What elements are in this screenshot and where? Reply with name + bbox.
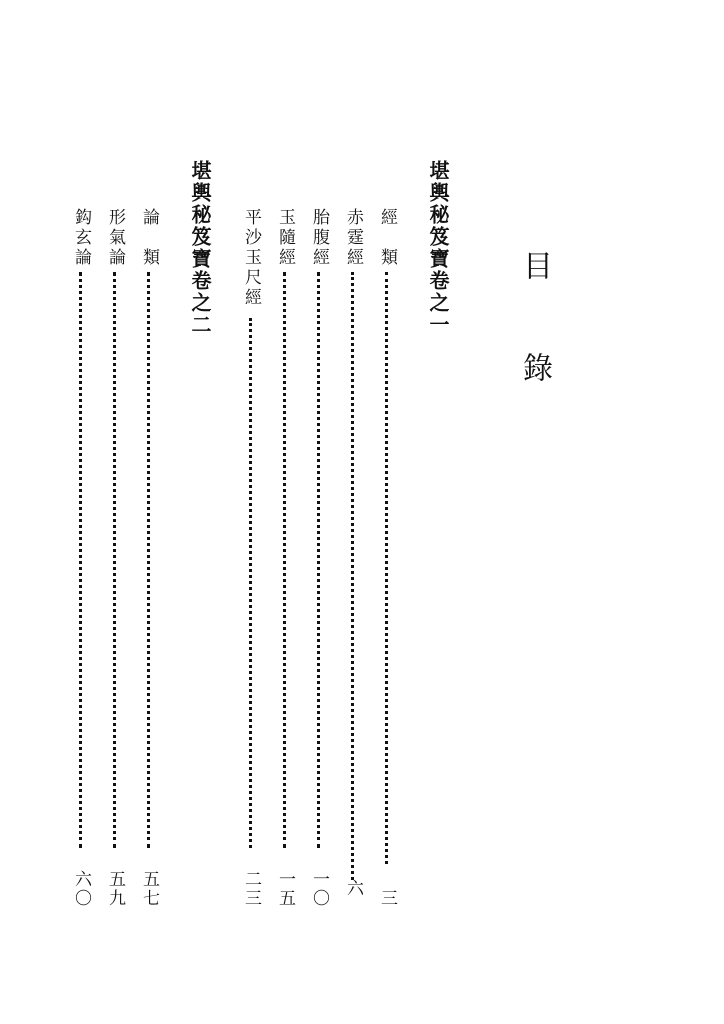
toc-entry-label: 經 類 xyxy=(377,208,397,268)
toc-entry[interactable] xyxy=(68,208,94,908)
toc-entry-page: 三 xyxy=(377,889,397,908)
toc-entry-page: 六〇 xyxy=(71,870,91,908)
toc-entry-label: 赤霆經 xyxy=(343,208,363,268)
volume-2-title: 堪輿秘笈寶卷之二 xyxy=(188,160,212,336)
toc-entry-page: 一〇 xyxy=(309,870,329,908)
toc-entry[interactable] xyxy=(102,208,128,908)
toc-entry-page: 五七 xyxy=(139,870,159,908)
dot-leader xyxy=(113,272,120,848)
dot-leader xyxy=(147,272,154,848)
dot-leader xyxy=(317,272,324,848)
toc-entry-label: 玉隨經 xyxy=(275,208,295,268)
toc-entry-label: 鈎玄論 xyxy=(71,208,91,268)
dot-leader xyxy=(79,272,86,848)
toc-entry[interactable] xyxy=(136,208,162,908)
page-title: 目錄 xyxy=(517,250,552,454)
toc-entry[interactable] xyxy=(306,208,332,908)
toc-entry[interactable] xyxy=(272,208,298,908)
toc-entry-page: 五九 xyxy=(105,870,125,908)
toc-entry-label: 論 類 xyxy=(139,208,159,268)
volume-1-title: 堪輿秘笈寶卷之一 xyxy=(426,160,450,336)
dot-leader xyxy=(249,318,256,848)
toc-entry[interactable] xyxy=(340,208,366,908)
toc-entry-label: 平沙玉尺經 xyxy=(241,208,261,308)
dot-leader xyxy=(351,272,358,880)
toc-entry-page: 一五 xyxy=(275,870,295,908)
dot-leader xyxy=(283,272,290,848)
toc-entry-label: 胎腹經 xyxy=(309,208,329,268)
toc-entry[interactable] xyxy=(238,208,264,908)
toc-entry-page: 二三 xyxy=(241,870,261,908)
toc-entry-label: 形氣論 xyxy=(105,208,125,268)
dot-leader xyxy=(385,272,392,864)
toc-entry-page: 六 xyxy=(343,879,363,898)
toc-entry[interactable] xyxy=(374,208,400,908)
